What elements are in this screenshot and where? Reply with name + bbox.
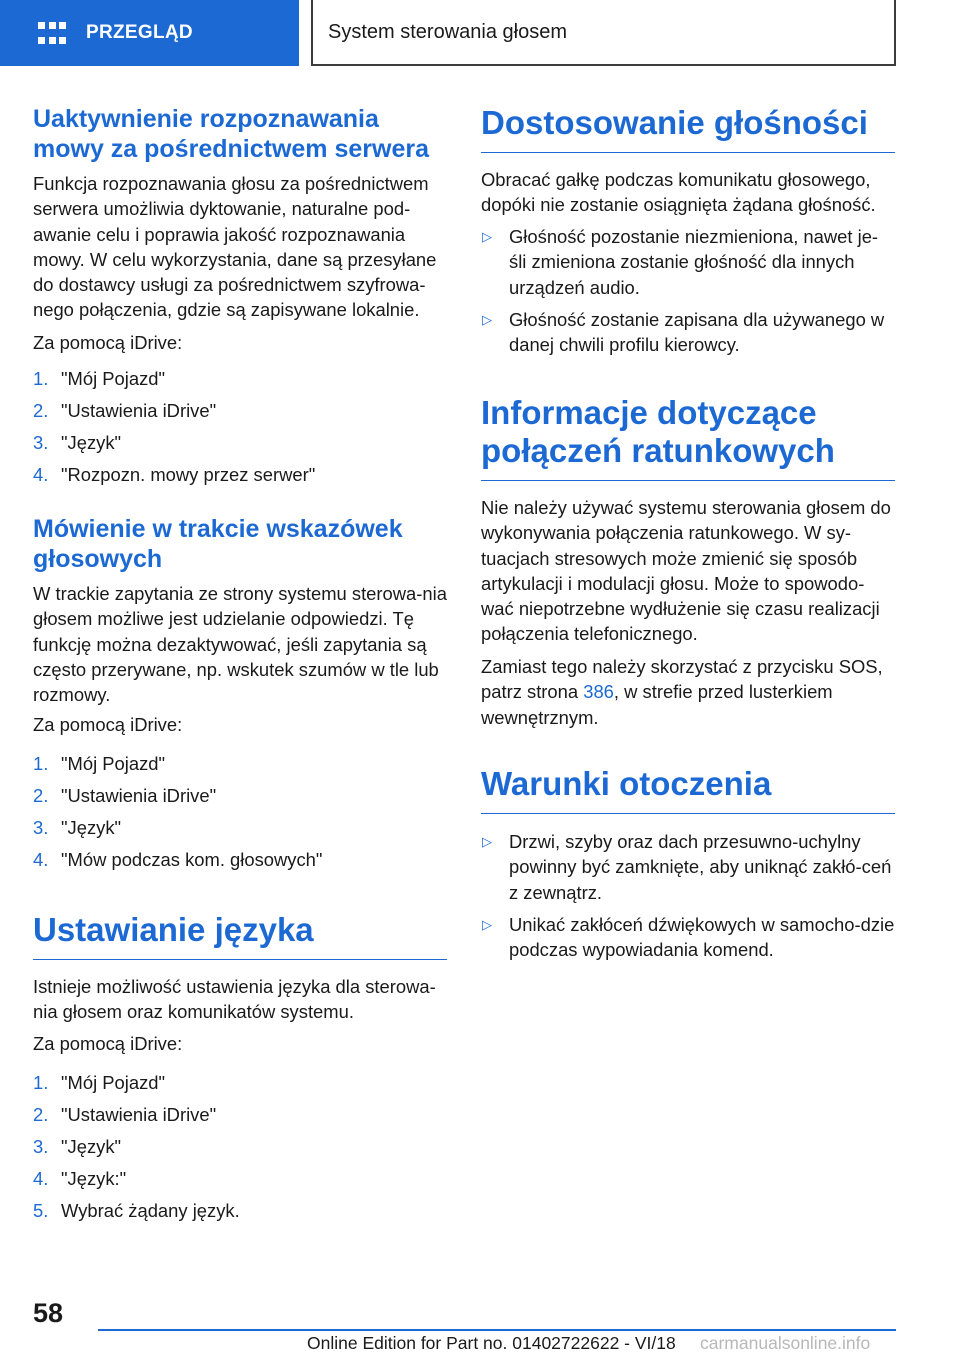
server-recognition-steps	[33, 363, 447, 491]
volume-text: Obracać gałkę podczas komunikatu głosowego, dopóki nie zostanie osiągnięta żądana głośność.	[481, 169, 876, 216]
language-idrive-label: Za pomocą iDrive:	[33, 1033, 183, 1054]
server-recognition-idrive-label: Za pomocą iDrive:	[33, 332, 183, 353]
section-tab-label: PRZEGLĄD	[86, 22, 193, 43]
step-item: 4. "Mów podczas kom. głosowych"	[33, 849, 323, 870]
page-link[interactable]: 386	[583, 681, 614, 703]
emergency-calls-text: Nie należy używać systemu sterowania głosem do wykonywania połączenia ratunkowego. W sy-tuacjach stresowych może zmienić się sposób artykulacji i modulacji głosu. Może to spowodo-wać niepotrzebne wydłużenie się czasu realizacji połączenia telefonicznego.	[481, 497, 891, 645]
step-item: 3. "Język"	[33, 817, 122, 838]
grid-icon	[38, 22, 66, 44]
step-item: 4. "Rozpozn. mowy przez serwer"	[33, 464, 316, 485]
edition-text: Online Edition for Part no. 01402722622 - VI/18	[307, 1333, 676, 1353]
section-tab[interactable]	[0, 0, 299, 66]
chapter-header	[311, 0, 896, 66]
server-recognition-text: Funkcja rozpoznawania głosu za pośrednictwem serwera umożliwia dyktowanie, naturalne pod-awanie celu i poprawia jakość rozpoznawania mowy. W celu wykorzystania, dane są przesyłane do dostawcy usługi za pośrednictwem szyfrowa-nego połączenia, gdzie są zapisywane lokalnie.	[33, 173, 437, 321]
emergency-calls-sos-text: Zamiast tego należy skorzystać z przycisku SOS, patrz strona 386, w strefie przed lusterkiem wewnętrznym.	[481, 656, 883, 728]
list-item: ▷ Unikać zakłóceń dźwiękowych w samocho-dzie podczas wypowiadania komend.	[482, 913, 895, 961]
list-item: ▷ Drzwi, szyby oraz dach przesuwno-uchylny powinny być zamknięte, aby uniknąć zakłó-ceń z zewnątrz.	[482, 831, 892, 903]
language-text: Istnieje możliwość ustawienia języka dla sterowa-nia głosem oraz komunikatów systemu.	[33, 976, 436, 1023]
step-item: 1. "Mój Pojazd"	[33, 1072, 166, 1093]
server-recognition-heading: Uaktywnienie rozpoznawania mowy za pośrednictwem serwera	[33, 105, 429, 163]
volume-heading: Dostosowanie głośności	[481, 104, 895, 153]
chapter-title: System sterowania głosem	[328, 20, 567, 43]
step-item: 2. "Ustawienia iDrive"	[33, 1104, 217, 1125]
step-item: 5. Wybrać żądany język.	[33, 1200, 240, 1221]
triangle-right-icon: ▷	[482, 311, 492, 327]
step-item: 1. "Mój Pojazd"	[33, 753, 166, 774]
environment-heading: Warunki otoczenia	[481, 765, 895, 814]
footer-divider	[98, 1329, 896, 1331]
triangle-right-icon: ▷	[482, 229, 492, 244]
voice-prompts-idrive-label: Za pomocą iDrive:	[33, 714, 183, 735]
watermark-text: carmanualsonline.info	[700, 1333, 871, 1353]
triangle-right-icon: ▷	[482, 916, 492, 932]
step-item: 3. "Język"	[33, 432, 122, 453]
step-item: 1. "Mój Pojazd"	[33, 368, 166, 389]
step-item: 3. "Język"	[33, 1136, 122, 1157]
triangle-right-icon: ▷	[482, 834, 492, 849]
list-item: ▷ Głośność pozostanie niezmieniona, nawet je-śli zmieniona zostanie głośność dla innych urządzeń audio.	[482, 226, 879, 298]
step-item: 2. "Ustawienia iDrive"	[33, 400, 217, 421]
volume-bullets	[481, 224, 895, 364]
voice-prompts-text: W trackie zapytania ze strony systemu sterowa-nia głosem możliwe jest udzielanie odpowiedzi. Tę funkcję można dezaktywować, jeśli zapytania są często przerywane, np. wskutek szumów w tle lub rozmowy.	[33, 583, 447, 706]
step-item: 2. "Ustawienia iDrive"	[33, 785, 217, 806]
voice-prompts-steps	[33, 748, 447, 876]
list-item: ▷ Głośność zostanie zapisana dla używanego w danej chwili profilu kierowcy.	[482, 308, 885, 356]
emergency-calls-heading: Informacje dotyczące połączeń ratunkowych	[481, 394, 895, 481]
page-number: 58	[33, 1298, 64, 1328]
step-item: 4. "Język:"	[33, 1168, 127, 1189]
environment-bullets	[481, 829, 895, 969]
voice-prompts-heading: Mówienie w trakcie wskazówek głosowych	[33, 515, 403, 573]
language-steps	[33, 1067, 447, 1227]
language-heading: Ustawianie języka	[33, 911, 447, 960]
